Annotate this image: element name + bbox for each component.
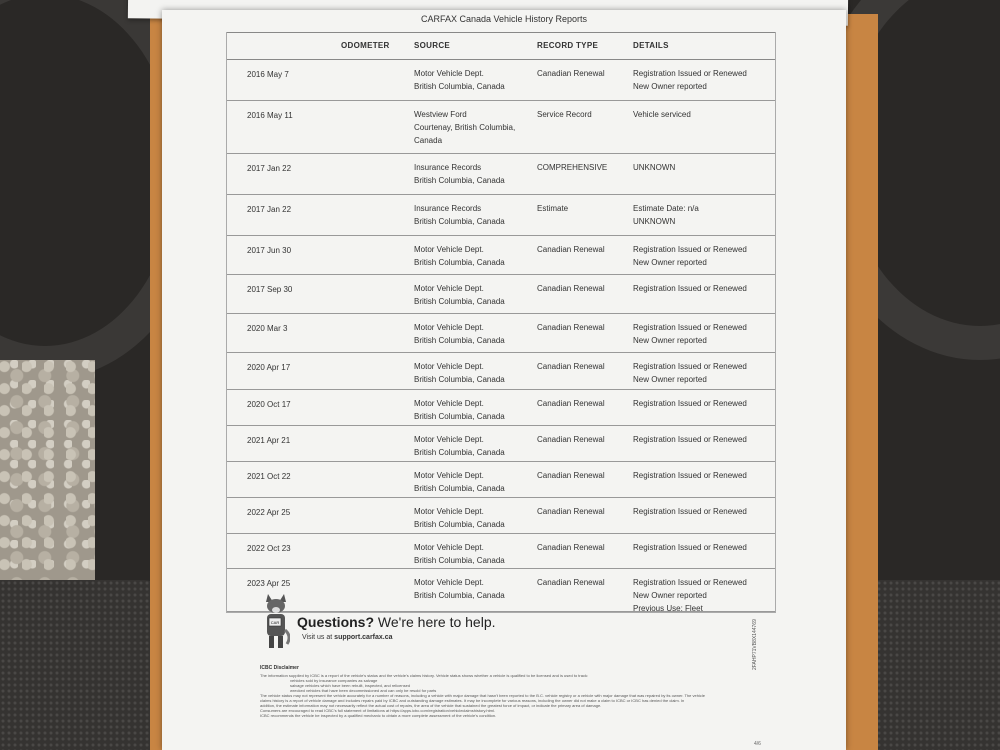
row-detail-line: Registration Issued or Renewed [633,435,747,444]
row-source-line: Westview Ford [414,110,467,119]
row-details [633,397,747,410]
row-detail-line: Registration Issued or Renewed [633,507,747,516]
table-row [227,534,775,569]
row-source-line: Motor Vehicle Dept. [414,69,484,78]
row-detail-line: New Owner reported [633,591,707,600]
row-details [633,541,747,554]
row-date: 2016 May 11 [247,111,293,120]
disclaimer-line: salvage vehicles which have been rebuilt, inspected, and relicensed [290,683,411,688]
history-table [226,32,776,613]
row-source-line: Motor Vehicle Dept. [414,245,484,254]
row-date: 2022 Apr 25 [247,508,291,517]
row-details [633,505,747,518]
table-row [227,275,775,314]
row-record-type: Canadian Renewal [537,69,605,78]
header-details: DETAILS [633,41,669,50]
row-detail-line: Registration Issued or Renewed [633,323,747,332]
table-row [227,236,775,275]
table-row [227,60,775,101]
row-source-line: Motor Vehicle Dept. [414,507,484,516]
row-detail-line: Registration Issued or Renewed [633,399,747,408]
table-row [227,314,775,353]
row-source-line: British Columbia, Canada [414,217,505,226]
row-source-line: British Columbia, Canada [414,591,505,600]
row-source-line: British Columbia, Canada [414,375,505,384]
row-detail-line: Registration Issued or Renewed [633,543,747,552]
row-details [633,321,747,347]
disclaimer-line: addition, the estimate information may not necessarily reflect the actual cost of repairs, the area of the vehicle that sustained the greatest force of impact, or indicate the primary area of damage. [260,703,602,708]
row-detail-line: Registration Issued or Renewed [633,471,747,480]
row-detail-line: Estimate Date: n/a [633,204,699,213]
row-record-type: Canadian Renewal [537,578,605,587]
disclaimer-line: wrecked vehicles that have been decommissioned and can only be resold for parts [290,688,437,693]
table-row [227,154,775,195]
row-record-type: Canadian Renewal [537,399,605,408]
row-details [633,360,747,386]
row-source-line: British Columbia, Canada [414,176,505,185]
row-detail-line: New Owner reported [633,375,707,384]
row-date: 2016 May 7 [247,70,289,79]
row-source-line: Motor Vehicle Dept. [414,399,484,408]
row-date: 2020 Apr 17 [247,363,291,372]
carfax-fox-mascot-icon [262,592,290,650]
row-source-line: British Columbia, Canada [414,484,505,493]
disclaimer-line: The information supplied by ICBC is a report of the vehicle's status and the vehicle's claims history. Vehicle status shows whether a vehicle is qualified to be licensed and is used to track: [260,673,589,678]
row-date: 2017 Jun 30 [247,246,292,255]
row-source [414,67,505,93]
row-source-line: Motor Vehicle Dept. [414,543,484,552]
row-detail-line: New Owner reported [633,82,707,91]
row-detail-line: Registration Issued or Renewed [633,284,747,293]
row-detail-line: Vehicle serviced [633,110,691,119]
row-source [414,505,505,531]
table-row [227,462,775,498]
row-source-line: Canada [414,136,443,145]
row-record-type: Canadian Renewal [537,435,605,444]
row-details [633,202,699,228]
row-date: 2017 Jan 22 [247,164,292,173]
disclaimer-line: vehicles sold by insurance companies as salvage [290,678,378,683]
row-record-type: Service Record [537,110,592,119]
svg-text:CAR: CAR [270,620,280,625]
disclaimer-line: claims history is a report of vehicle damage and includes repairs paid by ICBC and outstanding damage estimates. It may be incomplete for various reasons, including the owner did not make a claim to ICBC or ICBC has denied the claim. In [260,698,685,703]
row-source [414,108,515,147]
row-date: 2017 Sep 30 [247,285,293,294]
row-source-line: British Columbia, Canada [414,556,505,565]
help-title-rest: We're here to help. [374,614,496,630]
disclaimer-line: ICBC recommends the vehicle be inspected by a qualified mechanic to obtain a more complete assessment of the vehicle's condition. [260,713,497,718]
row-date: 2020 Mar 3 [247,324,288,333]
header-record-type: RECORD TYPE [537,41,599,50]
icbc-disclaimer [260,666,750,718]
header-odometer: ODOMETER [341,41,390,50]
row-source-line: British Columbia, Canada [414,412,505,421]
row-source-line: Motor Vehicle Dept. [414,578,484,587]
table-header [227,32,775,60]
help-section [262,592,762,652]
row-date: 2021 Apr 21 [247,436,291,445]
row-record-type: Canadian Renewal [537,471,605,480]
row-source-line: British Columbia, Canada [414,448,505,457]
row-date: 2017 Jan 22 [247,205,292,214]
row-source [414,243,505,269]
row-source-line: British Columbia, Canada [414,258,505,267]
row-record-type: Canadian Renewal [537,507,605,516]
row-source [414,360,505,386]
row-source [414,321,505,347]
row-record-type: Estimate [537,204,569,213]
row-source-line: Motor Vehicle Dept. [414,435,484,444]
row-details [633,469,747,482]
row-date: 2021 Oct 22 [247,472,291,481]
row-details [633,433,747,446]
page-number: 4/6 [754,741,761,747]
row-source [414,202,505,228]
table-row [227,390,775,426]
help-title [297,614,496,630]
row-source-line: British Columbia, Canada [414,297,505,306]
row-detail-line: Registration Issued or Renewed [633,245,747,254]
gravel-background [0,360,95,610]
row-record-type: Canadian Renewal [537,543,605,552]
row-detail-line: New Owner reported [633,258,707,267]
row-detail-line: Registration Issued or Renewed [633,69,747,78]
disclaimer-heading: ICBC Disclaimer [260,665,299,671]
report-page [162,10,846,750]
row-detail-line: Registration Issued or Renewed [633,362,747,371]
help-visit-line [302,634,393,641]
table-row [227,426,775,462]
row-source-line: Motor Vehicle Dept. [414,471,484,480]
row-source [414,541,505,567]
help-visit-prefix: Visit us at [302,634,335,641]
disclaimer-line: Consumers are encouraged to read ICBC's full statement of limitations at https://apps.icbc.com/registration/vehicleclaimshistory.html. [260,708,496,713]
table-row [227,498,775,534]
row-source-line: British Columbia, Canada [414,520,505,529]
row-details [633,282,747,295]
row-source [414,469,505,495]
row-source [414,397,505,423]
row-details [633,161,675,174]
row-detail-line: Previous Use: Fleet [633,604,703,613]
row-source-line: Motor Vehicle Dept. [414,323,484,332]
row-date: 2023 Apr 25 [247,579,291,588]
vin-number: 2FAHP71VB8X144769 [752,619,758,670]
table-row [227,101,775,154]
row-date: 2020 Oct 17 [247,400,291,409]
row-record-type: Canadian Renewal [537,284,605,293]
support-link[interactable]: support.carfax.ca [334,634,393,641]
row-details [633,243,747,269]
row-source [414,282,505,308]
table-row [227,195,775,236]
row-details [633,108,691,121]
table-row [227,353,775,390]
row-detail-line: New Owner reported [633,336,707,345]
row-record-type: COMPREHENSIVE [537,163,608,172]
row-detail-line: UNKNOWN [633,217,676,226]
row-record-type: Canadian Renewal [537,245,605,254]
row-record-type: Canadian Renewal [537,362,605,371]
row-source [414,161,505,187]
help-title-bold: Questions? [297,614,375,630]
row-source [414,433,505,459]
header-source: SOURCE [414,41,451,50]
row-source-line: Motor Vehicle Dept. [414,284,484,293]
row-details [633,67,747,93]
report-title: CARFAX Canada Vehicle History Reports [420,14,588,24]
row-detail-line: Registration Issued or Renewed [633,578,747,587]
disclaimer-line: The vehicle status may not represent the vehicle accurately for a number of reasons, including a vehicle with major damage that hasn't been reported to the B.C. vehicle registry or a vehicle with major damage that was repaired by its owner. The vehicle [260,693,705,698]
row-record-type: Canadian Renewal [537,323,605,332]
row-source-line: Insurance Records [414,163,482,172]
row-date: 2022 Oct 23 [247,544,291,553]
row-detail-line: UNKNOWN [633,163,676,172]
row-source-line: Motor Vehicle Dept. [414,362,484,371]
row-source-line: British Columbia, Canada [414,336,505,345]
row-source-line: British Columbia, Canada [414,82,505,91]
row-source-line: Insurance Records [414,204,482,213]
row-source-line: Courtenay, British Columbia, [414,123,516,132]
